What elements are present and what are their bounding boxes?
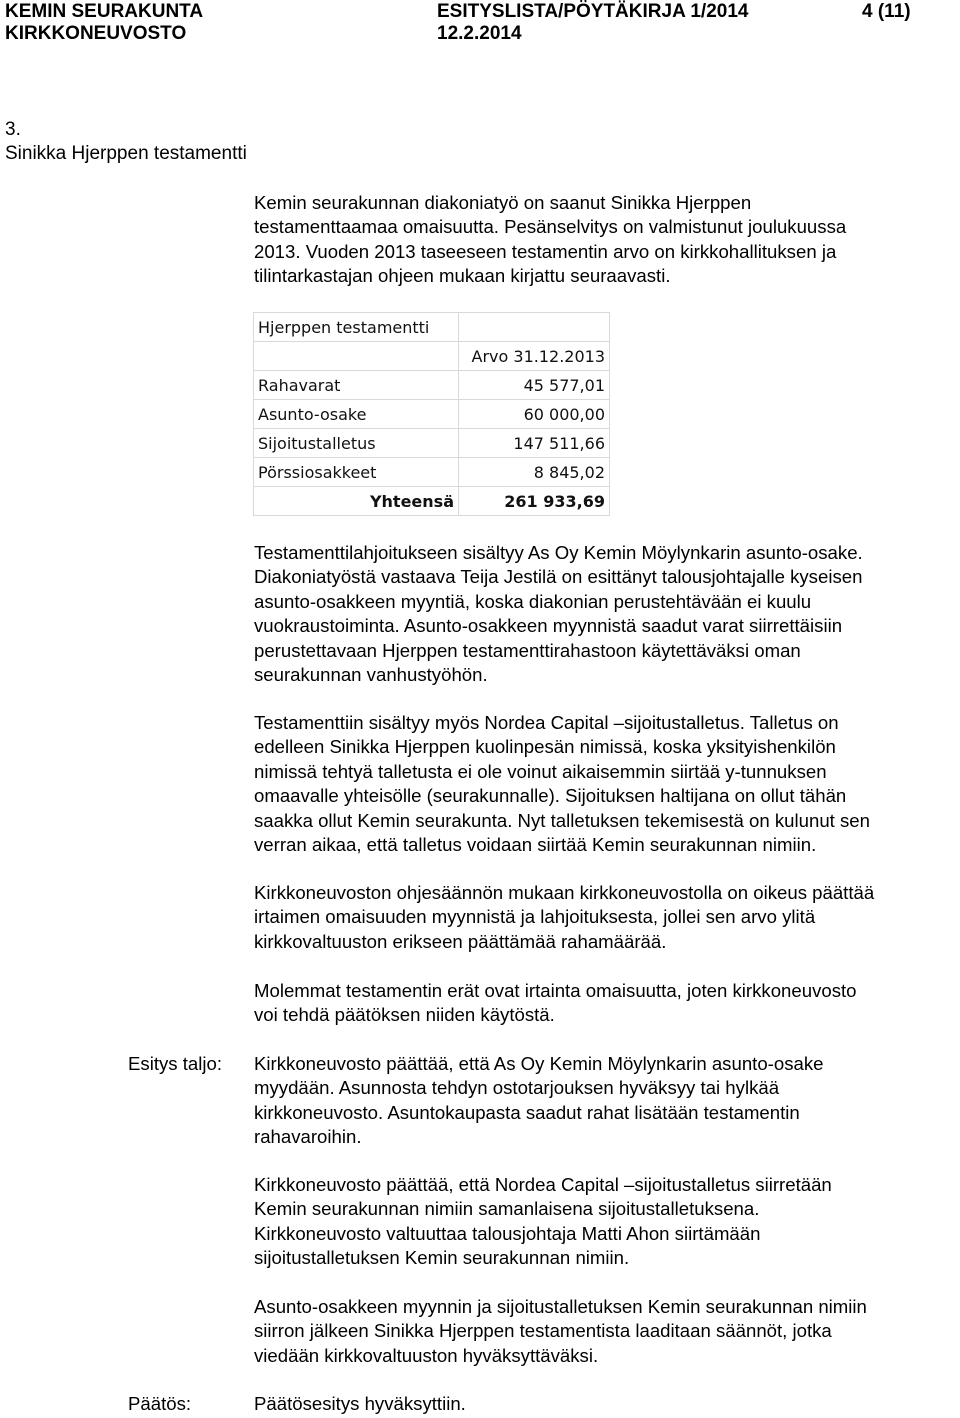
asset-label: Rahavarat	[254, 371, 459, 400]
table-row	[254, 429, 610, 458]
total-value: 261 933,69	[459, 487, 610, 516]
section-title: Sinikka Hjerppen testamentti	[5, 143, 247, 164]
text-line: omaavalle yhteisölle (seurakunnalle). Sijoituksen haltijana on ollut tähän	[254, 785, 847, 807]
text-line: Testamenttiin sisältyy myös Nordea Capital –sijoitustalletus. Talletus on	[254, 712, 839, 733]
header-page-number: 4 (11)	[862, 1, 911, 22]
total-label: Yhteensä	[254, 487, 459, 516]
text-line: Molemmat testamentin erät ovat irtainta omaisuutta, joten kirkkoneuvosto	[254, 980, 857, 1001]
decision-text: Päätösesitys hyväksyttiin.	[254, 1393, 466, 1414]
text-line: saakka ollut Kemin seurakunta. Nyt talletuksen tekemisestä on kulunut sen	[254, 809, 870, 831]
body-paragraph	[254, 711, 954, 857]
body-paragraph	[254, 979, 954, 1028]
asset-value: 147 511,66	[459, 429, 610, 458]
asset-label: Sijoitustalletus	[254, 429, 459, 458]
text-line: sijoitustalletuksen Kemin seurakunnan nimiin.	[254, 1247, 630, 1269]
section-number: 3.	[5, 119, 21, 140]
text-line: voi tehdä päätöksen niiden käytöstä.	[254, 1004, 555, 1026]
text-line: edelleen Sinikka Hjerppen kuolinpesän nimissä, koska yksityishenkilön	[254, 736, 836, 758]
table-header-row	[254, 342, 610, 371]
header-document-type: ESITYSLISTA/PÖYTÄKIRJA 1/2014	[437, 1, 749, 22]
header-organization: KEMIN SEURAKUNTA	[5, 1, 204, 22]
proposal-paragraph	[254, 1173, 954, 1271]
text-line: myydään. Asunnosta tehdyn ostotarjouksen hyväksyy tai hylkää	[254, 1077, 780, 1099]
proposal-label: Esitys taljo:	[128, 1053, 223, 1074]
body-paragraph	[254, 541, 954, 687]
header-body: KIRKKONEUVOSTO	[5, 23, 187, 44]
text-line: Kirkkoneuvosto valtuuttaa talousjohtaja Matti Ahon siirtämään	[254, 1222, 761, 1244]
body-paragraph	[254, 881, 954, 954]
asset-value: 45 577,01	[459, 371, 610, 400]
asset-label: Pörssiosakkeet	[254, 458, 459, 487]
text-line: 2013. Vuoden 2013 taseeseen testamentin arvo on kirkkohallituksen ja	[254, 240, 837, 262]
proposal-paragraph	[254, 1052, 954, 1150]
table-row	[254, 458, 610, 487]
table-row	[254, 371, 610, 400]
text-line: tilintarkastajan ohjeen mukaan kirjattu seuraavasti.	[254, 265, 671, 287]
table-title-row	[254, 313, 610, 342]
proposal-paragraph	[254, 1295, 954, 1368]
text-line: kirkkoneuvosto. Asuntokaupasta saadut rahat lisätään testamentin	[254, 1101, 800, 1123]
text-line: Kirkkoneuvosto päättää, että As Oy Kemin Möylynkarin asunto-osake	[254, 1053, 824, 1074]
text-line: Kirkkoneuvoston ohjesäännön mukaan kirkkoneuvostolla on oikeus päättää	[254, 882, 875, 903]
text-line: nimissä tehtyä talletusta ei ole voinut aikaisemmin siirtää y-tunnuksen	[254, 760, 827, 782]
text-line: seurakunnan vanhustyöhön.	[254, 664, 488, 686]
testament-asset-table	[253, 312, 610, 516]
table-empty-cell	[459, 313, 610, 342]
text-line: Kirkkoneuvosto päättää, että Nordea Capital –sijoitustalletus siirretään	[254, 1174, 832, 1195]
text-line: viedään kirkkovaltuuston hyväksyttäväksi.	[254, 1344, 599, 1366]
asset-value: 8 845,02	[459, 458, 610, 487]
text-line: siirron jälkeen Sinikka Hjerppen testamentista laaditaan säännöt, jotka	[254, 1320, 832, 1342]
text-line: verran aikaa, että talletus voidaan siirtää Kemin seurakunnan nimiin.	[254, 834, 817, 856]
value-column-header: Arvo 31.12.2013	[459, 342, 610, 371]
table-total-row	[254, 487, 610, 516]
text-line: testamenttaamaa omaisuutta. Pesänselvitys on valmistunut joulukuussa	[254, 216, 847, 238]
asset-label: Asunto-osake	[254, 400, 459, 429]
table-empty-cell	[254, 342, 459, 371]
text-line: Asunto-osakkeen myynnin ja sijoitustalletuksen Kemin seurakunnan nimiin	[254, 1296, 867, 1317]
table-row	[254, 400, 610, 429]
asset-value: 60 000,00	[459, 400, 610, 429]
text-line: rahavaroihin.	[254, 1126, 362, 1148]
text-line: kirkkovaltuuston erikseen päättämää rahamäärää.	[254, 930, 667, 952]
text-line: asunto-osakkeen myyntiä, koska diakonian perustehtävään ei kuulu	[254, 590, 812, 612]
text-line: vuokraustoiminta. Asunto-osakkeen myynnistä saadut varat siirrettäisiin	[254, 615, 843, 637]
text-line: perustettavaan Hjerppen testamenttirahastoon käytettäväksi oman	[254, 639, 801, 661]
text-line: Testamenttilahjoitukseen sisältyy As Oy Kemin Möylynkarin asunto-osake.	[254, 542, 863, 563]
header-date: 12.2.2014	[437, 23, 522, 44]
table-title: Hjerppen testamentti	[254, 313, 459, 342]
text-line: Kemin seurakunnan diakoniatyö on saanut Sinikka Hjerppen	[254, 192, 752, 213]
decision-label: Päätös:	[128, 1393, 192, 1414]
intro-paragraph	[254, 191, 954, 289]
text-line: Diakoniatyöstä vastaava Teija Jestilä on esittänyt talousjohtajalle kyseisen	[254, 566, 863, 588]
text-line: Kemin seurakunnan nimiin samanlaisena sijoitustalletuksena.	[254, 1198, 760, 1220]
text-line: irtaimen omaisuuden myynnistä ja lahjoituksesta, jollei sen arvo ylitä	[254, 906, 816, 928]
